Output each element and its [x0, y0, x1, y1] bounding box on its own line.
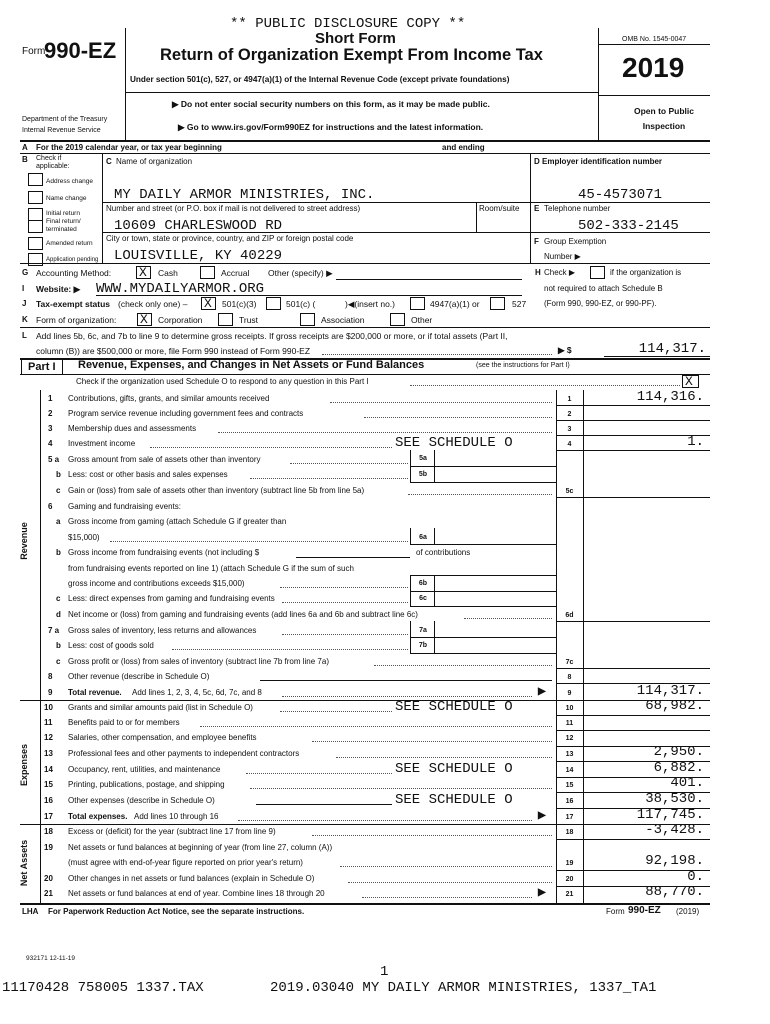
line-11-rule	[556, 730, 710, 731]
line-g-label: G	[22, 268, 29, 277]
line-8-text: Other revenue (describe in Schedule O)	[68, 672, 210, 681]
h-text-2: not required to attach Schedule B	[544, 284, 663, 293]
line-11-leader	[200, 726, 552, 727]
other-method-field[interactable]	[336, 279, 522, 280]
line-6b-text-b: of contributions	[416, 548, 471, 557]
header-bottom-rule	[20, 140, 710, 142]
line-5b-rule	[410, 482, 556, 483]
line-1-amount[interactable]: 114,316.	[636, 389, 704, 405]
line-18-num: 18	[44, 827, 53, 836]
form-number: 990-EZ	[44, 38, 117, 63]
bottom-left-id: 11170428 758005 1337.TAX	[2, 980, 204, 996]
line-2-rule	[556, 420, 710, 421]
line-6c-leader	[282, 602, 408, 603]
accounting-method-label: Accounting Method:	[36, 268, 112, 278]
line-17-arrow: ▶	[538, 810, 546, 821]
line-15-box: 15	[565, 782, 574, 789]
527-label: 527	[512, 299, 527, 309]
header-divider-left	[125, 28, 126, 140]
public-disclosure-banner: ** PUBLIC DISCLOSURE COPY **	[230, 16, 466, 32]
line-c-label: C	[106, 157, 112, 166]
line-13-num: 13	[44, 749, 53, 758]
website-value[interactable]: WWW.MYDAILYARMOR.ORG	[96, 281, 265, 297]
part1-label: Part I	[21, 359, 63, 375]
line-2-text: Program service revenue including government fees and contracts	[68, 409, 304, 418]
line-k-label: K	[22, 315, 28, 324]
line-7b-rule	[410, 653, 556, 654]
line-3-box: 3	[567, 426, 572, 433]
form-subtitle: Under section 501(c), 527, or 4947(a)(1) of the Internal Revenue Code (except private foundations)	[130, 75, 510, 84]
association-checkbox[interactable]	[300, 313, 315, 326]
line-5a-leader	[290, 463, 408, 464]
subtitle-separator	[125, 92, 598, 93]
line-14-box: 14	[565, 767, 574, 774]
line-6c-box: 6c	[419, 595, 427, 602]
revenue-side-label: Revenue	[19, 522, 29, 560]
b-column-divider	[102, 153, 103, 263]
terminated-label: terminated	[46, 226, 77, 233]
line-1-rule	[556, 405, 710, 406]
line-6d-num: d	[56, 610, 61, 619]
line-1-text: Contributions, gifts, grants, and similar amounts received	[68, 394, 270, 403]
line-5a-rule	[410, 466, 556, 467]
website-label: Website: ▶	[36, 284, 81, 294]
line-7a-leader	[282, 634, 408, 635]
line-j-label: J	[22, 299, 27, 308]
line-10-box: 10	[565, 705, 574, 712]
line-17-num: 17	[44, 812, 53, 821]
line-4-see-schedule: SEE SCHEDULE O	[395, 435, 513, 451]
line-13-leader	[336, 757, 552, 758]
amended-return-label: Amended return	[46, 240, 93, 247]
line-10-num: 10	[44, 703, 53, 712]
schedule-o-check-text: Check if the organization used Schedule O to respond to any question in this Part I	[76, 377, 369, 386]
line-21-leader	[362, 897, 532, 898]
line-17-box: 17	[565, 814, 574, 821]
501c3-check-mark: X	[204, 296, 212, 311]
line-10-text: Grants and similar amounts paid (list in Schedule O)	[68, 703, 253, 712]
line-7b-text: Less: cost of goods sold	[68, 641, 154, 650]
line-5a-box: 5a	[419, 455, 427, 462]
line-5b-box: 5b	[418, 471, 428, 478]
line-16-box: 16	[565, 798, 574, 805]
address-change-label: Address change	[46, 178, 93, 185]
side-label-divider	[40, 390, 41, 904]
line-10-see-schedule: SEE SCHEDULE O	[395, 699, 513, 715]
inspection-label: Inspection	[642, 121, 686, 131]
line-1-num: 1	[48, 394, 53, 403]
line-4-text: Investment income	[68, 439, 136, 448]
line-6b-leader	[280, 587, 408, 588]
part1-title: Revenue, Expenses, and Changes in Net Assets or Fund Balances	[78, 359, 425, 371]
line-21-arrow: ▶	[538, 887, 546, 898]
room-divider	[476, 202, 477, 232]
corporation-label: Corporation	[158, 315, 203, 325]
omb-separator	[598, 44, 710, 45]
line-10-amount[interactable]: 68,982.	[645, 698, 704, 714]
line-6-text: Gaming and fundraising events:	[68, 502, 181, 511]
line-21-box: 21	[565, 891, 574, 898]
501c3-label: 501(c)(3)	[222, 299, 257, 309]
line-l-text-1: Add lines 5b, 6c, and 7b to line 9 to determine gross receipts. If gross receipts are $200,000 or more, or if total assets (Part II,	[36, 331, 508, 341]
schedule-o-check-mark: X	[685, 374, 693, 389]
line-18-amount[interactable]: -3,428.	[645, 822, 704, 838]
accrual-label: Accrual	[221, 268, 250, 278]
line-21-text: Net assets or fund balances at end of year. Combine lines 18 through 20	[68, 889, 325, 898]
line-15-amount[interactable]: 401.	[670, 775, 704, 791]
line-6b-box: 6b	[418, 580, 428, 587]
line-14-text: Occupancy, rent, utilities, and maintenance	[68, 765, 221, 774]
line-4-amount[interactable]: 1.	[687, 434, 704, 450]
line-12-leader	[312, 741, 552, 742]
line-6c-rule	[410, 606, 556, 607]
4947-checkbox[interactable]	[410, 297, 425, 310]
line-7c-leader	[374, 665, 552, 666]
line-7a-box: 7a	[419, 627, 427, 634]
line-7b-box: 7b	[418, 642, 428, 649]
street-label: Number and street (or P.O. box if mail is not delivered to street address)	[106, 204, 361, 213]
expenses-side-label: Expenses	[19, 743, 29, 787]
line-3-text: Membership dues and assessments	[68, 424, 197, 433]
line-f-label: F	[534, 237, 539, 246]
line-6d-leader	[464, 618, 552, 619]
line-18-text: Excess or (deficit) for the year (subtract line 17 from line 9)	[68, 827, 276, 836]
line-3-num: 3	[48, 424, 53, 433]
line-16-field	[256, 804, 392, 805]
association-label: Association	[321, 315, 365, 325]
line-i-label: I	[22, 284, 25, 293]
line-7a-rule	[410, 637, 556, 638]
line-6-num: 6	[48, 502, 53, 511]
org-name-value[interactable]: MY DAILY ARMOR MINISTRIES, INC.	[114, 187, 375, 203]
line-17-amount[interactable]: 117,745.	[636, 807, 704, 823]
line-19-leader	[340, 866, 552, 867]
line-6b-contrib-field[interactable]	[296, 557, 410, 558]
line-10-rule	[556, 715, 710, 716]
line-16-text: Other expenses (describe in Schedule O)	[68, 796, 215, 805]
city-value[interactable]: LOUISVILLE, KY 40229	[114, 248, 283, 264]
line-19-text: Net assets or fund balances at beginning of year (from line 27, column (A))	[68, 843, 333, 852]
line-6b-rule	[410, 591, 556, 592]
line-5a-num: 5 a	[48, 455, 60, 464]
part1-bottom-rule	[20, 903, 710, 905]
line-9-box: 9	[567, 690, 572, 697]
line-a-rule	[20, 153, 710, 154]
line-b-label: B	[22, 155, 28, 164]
part1-note: (see the instructions for Part I)	[476, 362, 570, 369]
revenue-expenses-sep	[20, 700, 42, 701]
line-6a-text: Gross income from gaming (attach Schedule G if greater than	[68, 517, 287, 526]
schedule-o-leader	[410, 385, 680, 386]
irs-label: Internal Revenue Service	[22, 127, 101, 134]
line-17-text-rest: Add lines 10 through 16	[134, 812, 219, 821]
line-5a-text: Gross amount from sale of assets other than inventory	[68, 455, 261, 464]
line-7c-box: 7c	[565, 659, 574, 666]
line-21-amount[interactable]: 88,770.	[645, 884, 704, 900]
schedule-b-checkbox[interactable]	[590, 266, 605, 279]
501c-insert-no: )◀(insert no.)	[345, 299, 395, 309]
line-7b-leader	[172, 649, 408, 650]
street-rule	[102, 232, 530, 233]
line-10-leader	[280, 711, 392, 712]
line-20-leader	[348, 882, 552, 883]
open-to-public: Open to Public	[634, 106, 694, 116]
line-13-amount[interactable]: 2,950.	[653, 744, 704, 760]
line-7c-text: Gross profit or (loss) from sales of inventory (subtract line 7b from line 7a)	[68, 657, 329, 666]
short-form-label: Short Form	[315, 30, 396, 47]
line-11-text: Benefits paid to or for members	[68, 718, 180, 727]
line-14-see-schedule: SEE SCHEDULE O	[395, 761, 513, 777]
line-5b-text: Less: cost or other basis and sales expenses	[68, 470, 228, 479]
other-org-label: Other	[411, 315, 433, 325]
linebox-left-border	[556, 390, 557, 904]
line-15-leader	[250, 788, 552, 789]
line-20-text: Other changes in net assets or fund balances (explain in Schedule O)	[68, 874, 315, 883]
org-name-label: Name of organization	[116, 157, 193, 166]
line-19-text-2: (must agree with end-of-year figure reported on prior year's return)	[68, 858, 303, 867]
line-a-and-ending: and ending	[442, 143, 485, 152]
501c-checkbox[interactable]	[266, 297, 281, 310]
h-text-3: (Form 990, 990-EZ, or 990-PF).	[544, 299, 657, 308]
line-15-text: Printing, publications, postage, and shipping	[68, 780, 225, 789]
line-8-field[interactable]	[260, 680, 552, 681]
line-16-num: 16	[44, 796, 53, 805]
line-6b-top-rule	[410, 575, 556, 576]
form-title: Return of Organization Exempt From Income Tax	[160, 46, 543, 64]
street-value[interactable]: 10609 CHARLESWOOD RD	[114, 218, 283, 234]
line-l-arrow: ▶ $	[558, 345, 572, 355]
part1-header-rule	[20, 374, 710, 375]
other-org-checkbox[interactable]	[390, 313, 405, 326]
line-7b-num: b	[56, 641, 61, 650]
line-17-text: Total expenses.	[68, 812, 128, 821]
line-6a-leader	[110, 541, 408, 542]
line-a-text: For the 2019 calendar year, or tax year beginning	[36, 143, 222, 152]
address-change-checkbox[interactable]	[28, 173, 43, 186]
amended-return-checkbox[interactable]	[28, 237, 43, 250]
line-b-check-if: Check if	[36, 155, 62, 162]
department-label: Department of the Treasury	[22, 116, 108, 123]
line-1-box: 1	[567, 396, 572, 403]
accrual-checkbox[interactable]	[200, 266, 215, 279]
application-pending-checkbox[interactable]	[28, 253, 43, 266]
group-exemption-number: Number ▶	[544, 252, 581, 261]
cash-label: Cash	[158, 268, 178, 278]
line-5b-num: b	[56, 470, 61, 479]
line-17-leader	[238, 820, 532, 821]
line-7c-rule	[556, 668, 710, 669]
form-of-org-label: Form of organization:	[36, 315, 117, 325]
line-16-amount[interactable]: 38,530.	[645, 791, 704, 807]
line-9-amount[interactable]: 114,317.	[636, 683, 704, 699]
gross-receipts-rule	[604, 356, 710, 357]
line-18-box: 18	[565, 829, 574, 836]
line-h-label: H	[535, 268, 541, 277]
footer-form-label: Form	[606, 907, 625, 916]
linebox-right-border	[583, 390, 584, 904]
line-13-box: 13	[565, 751, 574, 758]
line-5b-leader	[250, 478, 408, 479]
line-7a-num: 7 a	[48, 626, 60, 635]
line-9-arrow: ▶	[538, 686, 546, 697]
line-13-text: Professional fees and other payments to independent contractors	[68, 749, 300, 758]
line-20-amount[interactable]: 0.	[687, 869, 704, 885]
footer-form-year: (2019)	[676, 907, 700, 916]
line-12-text: Salaries, other compensation, and employee benefits	[68, 733, 257, 742]
line-19-amount[interactable]: 92,198.	[645, 853, 704, 869]
line-6a-box: 6a	[419, 534, 427, 541]
line-5c-box: 5c	[565, 488, 574, 495]
software-code: 932171 12-11-19	[26, 955, 76, 962]
name-change-checkbox[interactable]	[28, 191, 43, 204]
line-4-num: 4	[48, 439, 53, 448]
omb-number: OMB No. 1545-0047	[622, 36, 687, 43]
line-20-num: 20	[44, 874, 53, 883]
city-label: City or town, state or province, country, and ZIP or foreign postal code	[106, 234, 354, 243]
line-16-see-schedule: SEE SCHEDULE O	[395, 792, 513, 808]
line-4-rule	[556, 450, 710, 451]
org-name-rule	[102, 202, 530, 203]
line-15-num: 15	[44, 780, 53, 789]
527-checkbox[interactable]	[490, 297, 505, 310]
line-14-num: 14	[44, 765, 53, 774]
line-9-text-rest: Add lines 1, 2, 3, 4, 5c, 6d, 7c, and 8	[132, 688, 262, 697]
other-method-label: Other (specify) ▶	[268, 268, 333, 278]
instructions-link[interactable]: ▶ Go to www.irs.gov/Form990EZ for instructions and the latest information.	[178, 122, 484, 132]
line-4-box: 4	[567, 441, 572, 448]
line-6b-text-2: from fundraising events reported on line 1) (attach Schedule G if the sum of such	[68, 564, 354, 573]
ein-rule	[530, 202, 710, 203]
bottom-right-id: 2019.03040 MY DAILY ARMOR MINISTRIES, 1337_TA1	[270, 980, 657, 996]
final-return-label: Final return/	[46, 218, 81, 225]
expenses-net-sep	[20, 824, 42, 825]
line-6d-rule	[556, 621, 710, 622]
h-text: if the organization is	[610, 268, 682, 277]
line-18-rule	[556, 839, 710, 840]
line-12-box: 12	[565, 735, 574, 742]
line-l-leader	[322, 354, 552, 355]
form-prefix: Form	[22, 46, 46, 57]
line-6a-rule	[410, 544, 556, 545]
line-9-num: 9	[48, 688, 53, 697]
corporation-check-mark: X	[140, 312, 148, 327]
line-e-label: E	[534, 204, 540, 213]
group-exemption-label: Group Exemption	[544, 237, 607, 246]
line-6a-num: a	[56, 517, 61, 526]
tax-exempt-sub: (check only one) –	[118, 299, 188, 309]
line-18-leader	[312, 835, 552, 836]
website-rule	[96, 295, 522, 296]
line-14-leader	[246, 773, 392, 774]
page-number: 1	[380, 964, 389, 980]
line-6a-text-2: $15,000)	[68, 533, 100, 542]
tax-year: 2019	[622, 52, 685, 83]
line-a-label: A	[22, 143, 28, 152]
line-5c-leader	[408, 494, 552, 495]
h-check-label: Check ▶	[544, 268, 576, 277]
city-rule	[20, 263, 710, 264]
line-6b-num: b	[56, 548, 61, 557]
line-9-text: Total revenue.	[68, 688, 122, 697]
application-pending-label: Application pending	[46, 257, 99, 263]
gross-receipts-amount[interactable]: 114,317.	[638, 341, 706, 357]
line-19-num: 19	[44, 843, 53, 852]
line-7c-num: c	[56, 657, 61, 666]
line-20-box: 20	[565, 876, 574, 883]
line-6a-box-left	[410, 528, 411, 544]
no-ssn-notice: ▶ Do not enter social security numbers on this form, as it may be made public.	[172, 99, 490, 109]
telephone-value[interactable]: 502-333-2145	[578, 218, 679, 234]
line-2-num: 2	[48, 409, 53, 418]
lha-label: LHA	[22, 907, 39, 916]
4947-label: 4947(a)(1) or	[430, 299, 480, 309]
line-11-num: 11	[44, 718, 53, 727]
line-12-num: 12	[44, 733, 53, 742]
line-k-rule	[20, 327, 710, 328]
line-b-applicable: applicable:	[36, 163, 70, 170]
line-6b-text-3: gross income and contributions exceeds $15,000)	[68, 579, 245, 588]
paperwork-notice: For Paperwork Reduction Act Notice, see the separate instructions.	[48, 907, 305, 916]
line-8-num: 8	[48, 672, 53, 681]
line-11-box: 11	[565, 720, 574, 727]
room-suite-label: Room/suite	[479, 204, 520, 213]
501c-label: 501(c) (	[286, 299, 316, 309]
line-6d-box: 6d	[565, 612, 574, 619]
line-19-box: 19	[565, 860, 574, 867]
telephone-rule	[530, 232, 710, 233]
net-assets-side-label: Net Assets	[19, 839, 29, 887]
line-21-num: 21	[44, 889, 53, 898]
line-8-box: 8	[567, 674, 572, 681]
footer-form-number: 990-EZ	[628, 905, 661, 916]
tax-exempt-label: Tax-exempt status	[36, 299, 111, 309]
ein-value[interactable]: 45-4573071	[578, 187, 663, 203]
line-2-box: 2	[567, 411, 572, 418]
line-l-label: L	[22, 331, 27, 340]
d-column-divider	[530, 153, 531, 263]
line-6c-num: c	[56, 594, 61, 603]
line-5c-rule	[556, 497, 710, 498]
line-6a-box-right	[434, 528, 435, 544]
line-7a-text: Gross sales of inventory, less returns and allowances	[68, 626, 257, 635]
line-l-text-2: column (B)) are $500,000 or more, file Form 990 instead of Form 990-EZ	[36, 346, 311, 356]
final-return-checkbox[interactable]	[28, 220, 43, 233]
cash-check-mark: X	[139, 265, 147, 280]
line-1-leader	[330, 402, 552, 403]
line-4-leader	[150, 447, 392, 448]
telephone-label: Telephone number	[544, 204, 611, 213]
line-3-leader	[218, 432, 552, 433]
name-change-label: Name change	[46, 195, 87, 202]
trust-checkbox[interactable]	[218, 313, 233, 326]
line-6b-text: Gross income from fundraising events (not including $	[68, 548, 260, 557]
line-5c-num: c	[56, 486, 61, 495]
trust-label: Trust	[239, 315, 259, 325]
year-separator	[598, 95, 710, 96]
line-6c-text: Less: direct expenses from gaming and fundraising events	[68, 594, 275, 603]
line-5c-text: Gain or (loss) from sale of assets other than inventory (subtract line 5b from line 5a)	[68, 486, 365, 495]
line-2-leader	[364, 417, 552, 418]
line-14-amount[interactable]: 6,882.	[653, 760, 704, 776]
initial-return-label: Initial return	[46, 210, 80, 217]
ein-label: D Employer identification number	[534, 157, 663, 166]
line-9-leader	[282, 696, 532, 697]
line-6d-text: Net income or (loss) from gaming and fundraising events (add lines 6a and 6b and subtract line 6c)	[68, 610, 418, 619]
